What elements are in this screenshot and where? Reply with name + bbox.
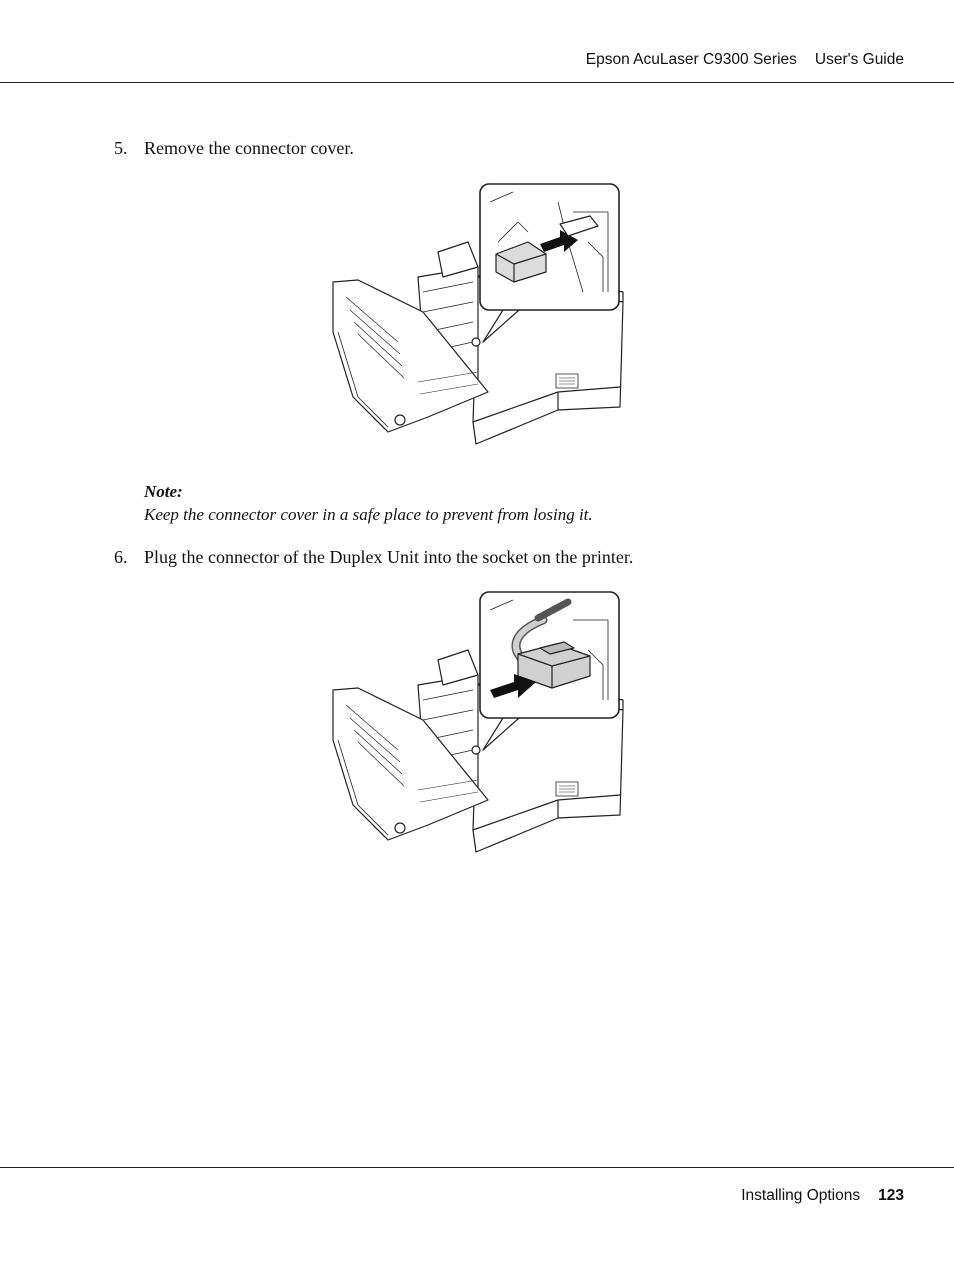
step-text: Remove the connector cover.: [144, 138, 354, 158]
note-block: [144, 480, 593, 526]
page-number: 123: [878, 1187, 904, 1204]
footer-rule: [0, 1167, 954, 1168]
header-guide-title: User's Guide: [814, 51, 904, 68]
header-text: [586, 51, 904, 69]
note-title: Note:: [144, 482, 183, 501]
step-6: [114, 546, 633, 568]
header-product-title: Epson AcuLaser C9300 Series: [585, 51, 797, 68]
figure-plug-connector: [328, 590, 628, 858]
step-number: 6.: [114, 547, 128, 567]
page-header: [0, 0, 954, 83]
figure-remove-connector-cover: [328, 182, 628, 450]
step-5: [114, 137, 354, 159]
footer-section: Installing Options: [741, 1187, 861, 1204]
page-footer: [741, 1187, 904, 1205]
step-text: Plug the connector of the Duplex Unit into the socket on the printer.: [144, 547, 634, 567]
step-number: 5.: [114, 138, 128, 158]
note-text: Keep the connector cover in a safe place to prevent from losing it.: [144, 505, 593, 524]
